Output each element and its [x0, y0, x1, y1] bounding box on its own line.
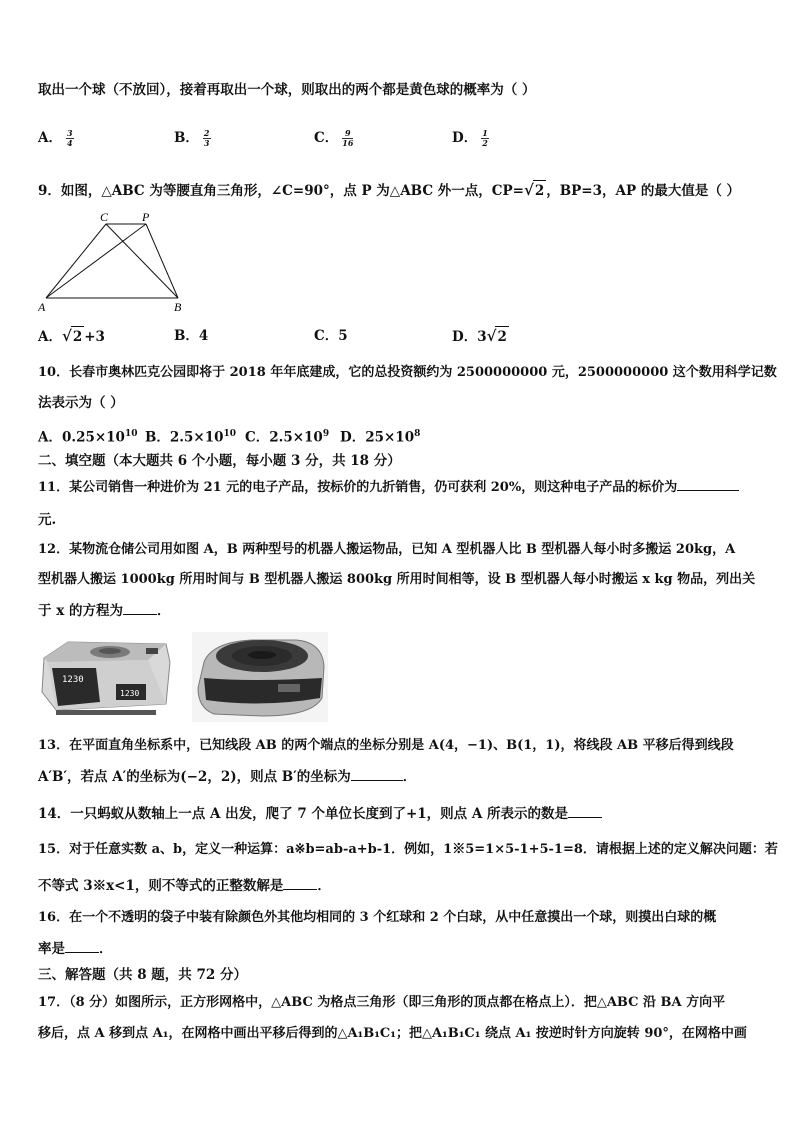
q13-stem-line2: A′B′，若点 A′的坐标为(−2，2)，则点 B′的坐标为 ．	[38, 769, 417, 785]
q13-stem-line1: 13．在平面直角坐标系中，已知线段 AB 的两个端点的坐标分别是 A(4，−1)、B(1，1)，将线段 AB 平移后得到线段	[38, 738, 734, 753]
q16-stem-line1: 16．在一个不透明的袋子中装有除颜色外其他均相同的 3 个红球和 2 个白球，从中任意摸出一个球，则摸出白球的概	[38, 910, 717, 925]
label-c: C	[100, 210, 109, 224]
q9-option-c: C．5	[314, 328, 348, 344]
label-b: B	[174, 300, 182, 314]
q15-stem-line1: 15．对于任意实数 a、b，定义一种运算：a※b=ab-a+b-1．例如，1※5=1×5-1+5-1=8．请根据上述的定义解决问题：若	[38, 842, 778, 857]
q11-stem-line1: 11．某公司销售一种进价为 21 元的电子产品，按标价的九折销售，仍可获利 20%，则这种电子产品的标价为	[38, 478, 739, 498]
q9-triangle-figure	[38, 210, 188, 315]
q11-stem-line2: 元.	[38, 512, 57, 528]
segment-pb	[146, 224, 178, 298]
q17-stem-line2: 移后，点 A 移到点 A₁，在网格中画出平移后得到的△A₁B₁C₁；把△A₁B₁C₁ 绕点 A₁ 按逆时针方向旋转 90°，在网格中画	[38, 1026, 747, 1041]
segment-ap	[46, 224, 146, 298]
robot-a-image	[38, 632, 173, 722]
q14-answer-blank	[568, 805, 602, 818]
q9-stem: 9．如图，△ABC 为等腰直角三角形，∠C=90°，点 P 为△ABC 外一点，CP=√2 ，BP=3，AP 的最大值是（ ）	[38, 181, 741, 199]
segment-cb	[106, 224, 178, 298]
q12-answer-blank	[123, 602, 157, 615]
section-2-heading: 二、填空题（本大题共 6 个小题，每小题 3 分，共 18 分）	[38, 453, 401, 469]
q12-stem-line1: 12．某物流仓储公司用如图 A，B 两种型号的机器人搬运物品，已知 A 型机器人比 B 型机器人每小时多搬运 20kg，A	[38, 542, 736, 557]
q10-stem-line1: 10．长春市奥林匹克公园即将于 2018 年年底建成，它的总投资额约为 2500000000 元，2500000000 这个数用科学记数	[38, 365, 777, 380]
q8-option-c: C． $\frac{9}{16}$	[314, 128, 354, 148]
q9-option-b: B．4	[174, 328, 209, 344]
q8-option-b: B． $\frac{2}{3}$	[174, 128, 210, 148]
robot-b-image	[192, 632, 328, 722]
q16-answer-blank	[65, 940, 99, 953]
q11-answer-blank	[677, 478, 739, 491]
q10-option-b: B．$2.5\times 10^{10}$	[145, 429, 237, 446]
svg-text:1230: 1230	[120, 689, 140, 698]
label-a: A	[38, 300, 46, 314]
svg-text:1230: 1230	[62, 675, 84, 685]
q10-option-d: D．$25\times 10^8$	[340, 429, 421, 446]
q9-option-a: A．√2 +3	[38, 327, 105, 345]
q10-option-a: A．$0.25\times 10^{10}$	[38, 429, 138, 446]
q14-stem: 14．一只蚂蚁从数轴上一点 A 出发，爬了 7 个单位长度到了+1，则点 A 所表示的数是	[38, 804, 602, 824]
q8-option-a: A． $\frac{3}{4}$	[38, 128, 73, 148]
q15-stem-line2: 不等式 3※x<1，则不等式的正整数解是 ．	[38, 878, 331, 894]
label-p: P	[142, 210, 150, 224]
q13-answer-blank	[351, 768, 403, 781]
segment-ac	[46, 224, 106, 298]
q8-option-d: D． $\frac{1}{2}$	[452, 128, 488, 148]
q9-option-d: D．3√2	[452, 327, 507, 345]
section-3-heading: 三、解答题（共 8 题，共 72 分）	[38, 967, 247, 983]
q12-stem-line3: 于 x 的方程为 ．	[38, 603, 171, 619]
q8-stem: 取出一个球（不放回），接着再取出一个球，则取出的两个都是黄色球的概率为（ ）	[38, 82, 536, 98]
q12-stem-line2: 型机器人搬运 1000kg 所用时间与 B 型机器人搬运 800kg 所用时间相等，设 B 型机器人每小时搬运 x kg 物品，列出关	[38, 572, 756, 587]
q15-answer-blank	[283, 877, 317, 890]
q17-stem-line1: 17．（8 分）如图所示，正方形网格中，△ABC 为格点三角形（即三角形的顶点都在格点上）．把△ABC 沿 BA 方向平	[38, 995, 726, 1010]
q10-option-c: C．$2.5\times 10^9$	[245, 429, 330, 446]
q16-stem-line2: 率是 ．	[38, 941, 113, 957]
q10-stem-line2: 法表示为（ ）	[38, 395, 124, 411]
